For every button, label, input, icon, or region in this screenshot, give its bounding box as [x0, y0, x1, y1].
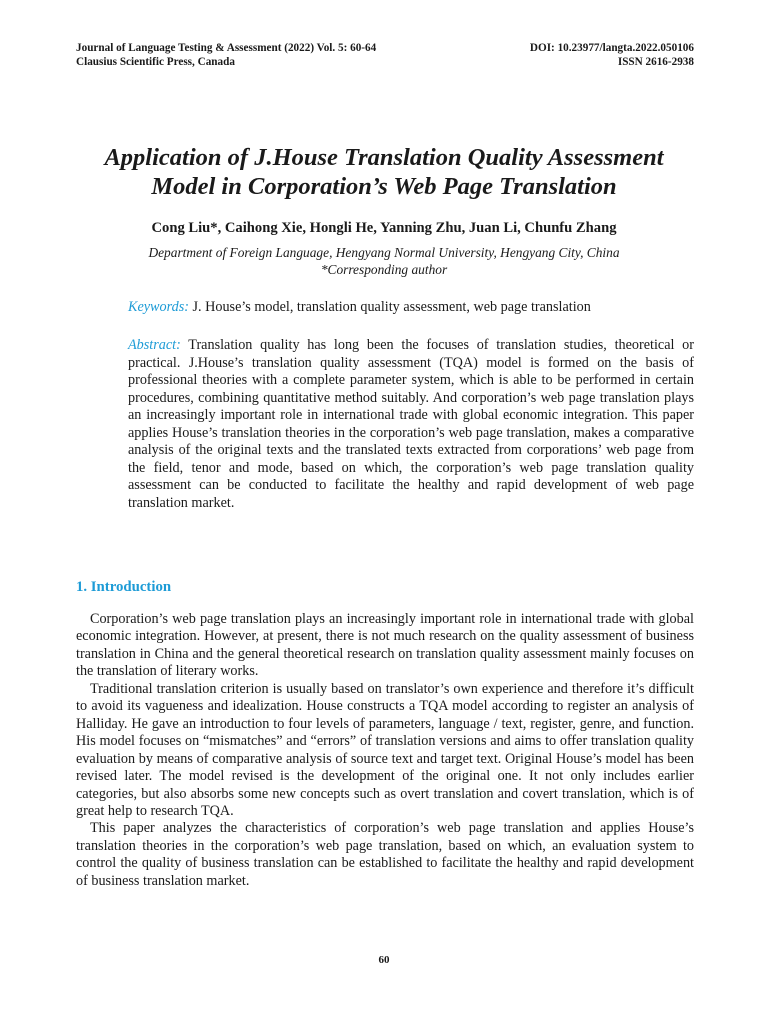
- title-line-2: Model in Corporation’s Web Page Translation: [151, 173, 617, 200]
- paragraph: Corporation’s web page translation plays an increasingly important role in international trade with global economic integration. However, at present, there is not much research on the quality assessment of business translation in China and the general theoretical research on translation quality assessment mainly focuses on the translation of literary works.: [76, 611, 694, 680]
- journal-citation: Journal of Language Testing & Assessment (2022) Vol. 5: 60-64: [76, 42, 377, 54]
- doi: DOI: 10.23977/langta.2022.050106: [529, 42, 694, 54]
- abstract: [128, 337, 694, 512]
- paper-title: [40, 143, 728, 201]
- publisher: Clausius Scientific Press, Canada: [76, 56, 235, 68]
- abstract-label: Abstract:: [128, 337, 181, 353]
- department: Department of Foreign Language, Hengyang Normal University, Hengyang City, China: [148, 245, 620, 260]
- keywords-text: J. House’s model, translation quality assessment, web page translation: [188, 299, 591, 315]
- header-right: [530, 41, 694, 69]
- issn: ISSN 2616-2938: [617, 56, 694, 68]
- keywords: [128, 298, 694, 316]
- affiliation: [40, 244, 728, 278]
- section-body: [76, 611, 694, 890]
- paragraph: Traditional translation criterion is usually based on translator’s own experience and therefore it’s difficult to avoid its vagueness and idealization. House constructs a TQA model according to register an analysis of Halliday. He gave an introduction to four levels of parameters, language / text, register, genre, and function. His model focuses on “mismatches” and “errors” of translation versions and aims to offer translation quality evaluation by means of comparative analysis of source text and target text. Original House’s model has been revised later. The model revised is the development of the original one. It not only includes earlier categories, but also absorbs some new concepts such as overt translation and covert translation, which is of great help to research TQA.: [76, 680, 694, 819]
- abstract-text: Translation quality has long been the focuses of translation studies, theoretical or practical. J.House’s translation quality assessment (TQA) model is formed on the basis of professional theories with a complete parameter system, which is able to be performed in certain procedures, combining quantitative method suitably. And corporation’s web page translation plays an increasingly important role in international trade with global economic integration. This paper applies House’s translation theories in the corporation’s web page translation, makes a comparative analysis of the original texts and the translated texts extracted from corporations’ web page from the field, tenor and mode, based on which, the corporation’s web page translation quality assessment can be conducted to facilitate the healthy and rapid development of web page translation market.: [128, 337, 694, 511]
- running-header: [76, 41, 694, 69]
- author-list: Cong Liu*, Caihong Xie, Hongli He, Yanning Zhu, Juan Li, Chunfu Zhang: [151, 220, 617, 236]
- paragraph: This paper analyzes the characteristics of corporation’s web page translation and applies House’s translation theories in the corporation’s web page translation, based on which, an evaluation system to control the quality of business translation can be established to facilitate the healthy and rapid development of business translation market.: [76, 820, 694, 889]
- page-number: 60: [378, 954, 390, 966]
- keywords-label: Keywords:: [128, 299, 189, 315]
- section-heading: 1. Introduction: [76, 579, 172, 595]
- corresponding-author-note: *Corresponding author: [320, 262, 448, 277]
- title-line-1: Application of J.House Translation Quality Assessment: [104, 144, 664, 171]
- header-left: [76, 41, 376, 69]
